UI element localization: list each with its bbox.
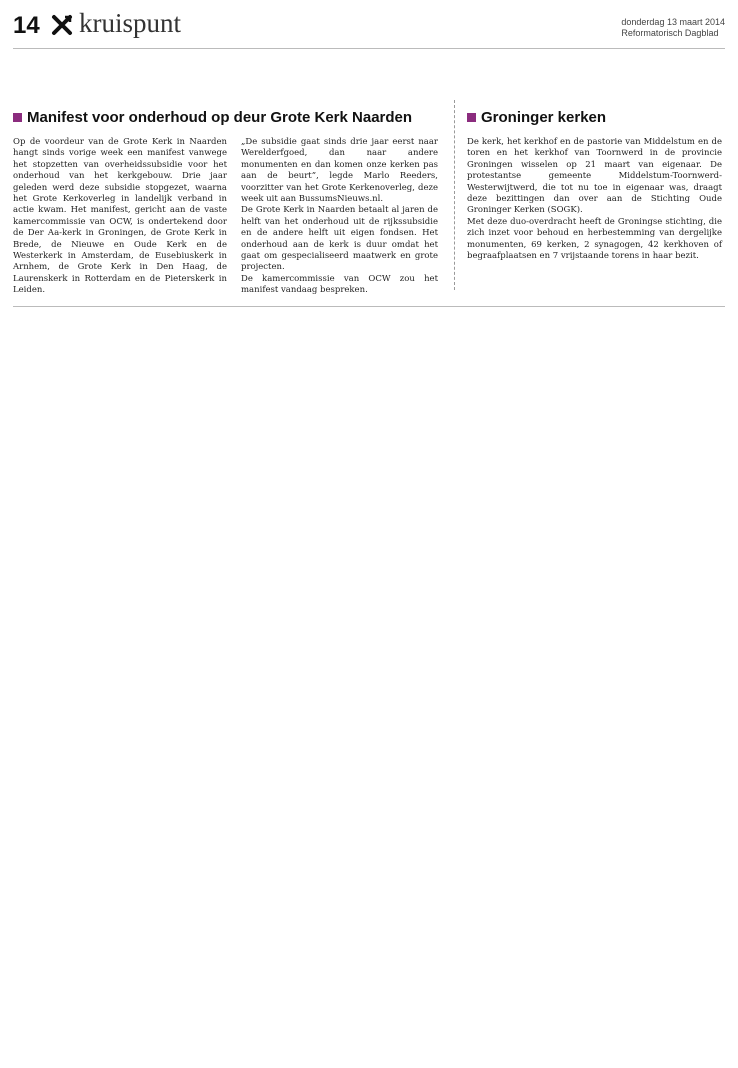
article-naarden-col2 <box>241 137 438 297</box>
page-number: 14 <box>13 12 40 39</box>
page-header <box>13 8 725 49</box>
article-groningen-body <box>467 137 722 262</box>
title-square-icon <box>467 113 476 122</box>
naarden-paragraph-3: De Grote Kerk in Naarden betaalt al jaren de helft van het onderhoud uit de rijkssubsidie en de andere helft uit eigen fondsen. Het onderhoud aan de kerk is duur omdat het gaat om gespecialiseerd maatwerk en grote projecten. <box>241 205 438 273</box>
kruispunt-logo-icon <box>51 14 73 36</box>
naarden-paragraph-2: „De subsidie gaat sinds drie jaar eerst naar Werelderfgoed, dan naar andere monumenten en dan komen onze kerken pas aan de beurt”, legde Marlo Reeders, voorzitter van het Grote Kerkenoverleg, deze week uit aan BussumsNieuws.nl. <box>241 137 438 205</box>
listings-top-rule <box>13 306 725 307</box>
publication-name: Reformatorisch Dagblad <box>621 28 719 38</box>
groningen-paragraph-2: Met deze duo-overdracht heeft de Groningse stichting, die zich inzet voor behoud en herbestemming van dergelijke monumenten, 69 kerken, 2 synagogen, 42 kerkhoven of begraafplaatsen en 7 vrijstaande torens in haar bezit. <box>467 216 722 262</box>
title-square-icon <box>13 113 22 122</box>
article-title-groningen: Groninger kerken <box>467 109 606 126</box>
article-divider <box>454 100 455 290</box>
naarden-paragraph-1: Op de voordeur van de Grote Kerk in Naarden hangt sinds vorige week een manifest vanwege het stopzetten van overheidssubsidie voor het onderhoud van het kerkgebouw. Drie jaar geleden werd deze subsidie stopgezet, waarna het Grote Kerkoverleg in landelijk verband in actie kwam. Het manifest, gericht aan de vaste kamercommissie van OCW, is ondertekend door de Der Aa-kerk in Groningen, de Grote Kerk in Brede, de Nieuwe en Oude Kerk en de Westerkerk in Amsterdam, de Eusebiuskerk in Arnhem, de Grote Kerk in Den Haag, de Laurenskerk in Rotterdam en de Pieterskerk in Leiden. <box>13 137 227 296</box>
issue-date: donderdag 13 maart 2014 <box>621 17 725 27</box>
groningen-paragraph-1: De kerk, het kerkhof en de pastorie van Middelstum en de toren en het kerkhof van Toornwerd in de provincie Groningen wisselen op 21 maart van eigenaar. De protestantse gemeente Middelstum-Toornwerd-Westerwijtwerd, die tot nu toe in eigenaar was, draagt deze bezittingen dan over aan de Stichting Oude Groninger Kerken (SOGK). <box>467 137 722 216</box>
article-title-naarden: Manifest voor onderhoud op deur Grote Kerk Naarden <box>13 109 412 126</box>
naarden-paragraph-4: De kamercommissie van OCW zou het manifest vandaag bespreken. <box>241 273 438 296</box>
section-title: kruispunt <box>79 8 182 38</box>
dateline <box>621 17 725 39</box>
article-naarden-col1 <box>13 137 227 297</box>
